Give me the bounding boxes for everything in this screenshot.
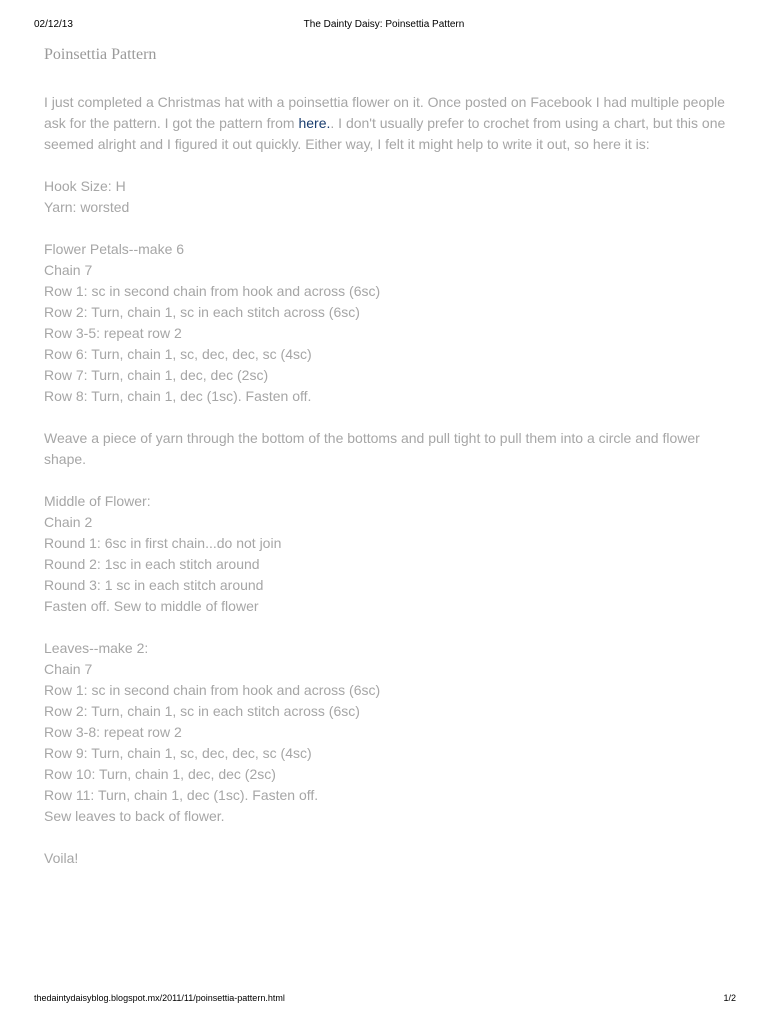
print-header [0,19,768,33]
petals-line: Row 6: Turn, chain 1, sc, dec, dec, sc (4sc) [44,346,312,362]
leaves-line: Sew leaves to back of flower. [44,808,225,824]
print-footer [0,993,768,1007]
intro-text-before-link: I just completed a Christmas hat with a poinsettia flower on it. Once posted on Facebook I had multiple people ask for the pattern. I got the pattern from [44,94,725,131]
petals-line: Row 7: Turn, chain 1, dec, dec (2sc) [44,367,269,383]
petals-line: Row 3-5: repeat row 2 [44,325,182,341]
middle-line: Round 3: 1 sc in each stitch around [44,577,264,593]
materials-section [44,176,744,218]
spacer [44,470,744,491]
leaves-line: Row 1: sc in second chain from hook and across (6sc) [44,682,381,698]
spacer [44,218,744,239]
leaves-line: Row 11: Turn, chain 1, dec (1sc). Fasten off. [44,787,319,803]
intro-paragraph [44,92,744,155]
page-number: 1/2 [723,993,736,1003]
middle-line: Round 2: 1sc in each stitch around [44,556,260,572]
petals-line: Row 2: Turn, chain 1, sc in each stitch across (6sc) [44,304,360,320]
spacer [44,827,744,848]
spacer [44,155,744,176]
spacer [44,617,744,638]
print-url: thedaintydaisyblog.blogspot.mx/2011/11/poinsettia-pattern.html [34,993,285,1003]
print-document-title: The Dainty Daisy: Poinsettia Pattern [303,19,465,30]
leaves-line: Row 2: Turn, chain 1, sc in each stitch across (6sc) [44,703,360,719]
leaves-line: Row 9: Turn, chain 1, sc, dec, dec, sc (4sc) [44,745,312,761]
post-title: Poinsettia Pattern [44,46,157,63]
pattern-source-link[interactable]: here. [298,115,331,131]
post-body [44,44,744,869]
middle-line: Chain 2 [44,514,93,530]
intro-text-after-link: . I don't usually prefer to crochet from using a chart, but this one seemed alright and I figured it out quickly. Either way, I felt it might help to write it out, so here it is: [44,115,726,152]
petals-line: Row 8: Turn, chain 1, dec (1sc). Fasten off. [44,388,312,404]
materials-line: Hook Size: H [44,178,126,194]
leaves-section [44,638,744,827]
spacer [44,407,744,428]
leaves-line: Chain 7 [44,661,93,677]
middle-line: Fasten off. Sew to middle of flower [44,598,259,614]
materials-line: Yarn: worsted [44,199,130,215]
middle-section [44,491,744,617]
petals-line: Chain 7 [44,262,93,278]
leaves-line: Leaves--make 2: [44,640,149,656]
petals-line: Row 1: sc in second chain from hook and across (6sc) [44,283,381,299]
closing-text: Voila! [44,850,79,866]
petals-line: Flower Petals--make 6 [44,241,185,257]
middle-line: Round 1: 6sc in first chain...do not join [44,535,282,551]
leaves-line: Row 10: Turn, chain 1, dec, dec (2sc) [44,766,276,782]
middle-line: Middle of Flower: [44,493,151,509]
leaves-line: Row 3-8: repeat row 2 [44,724,182,740]
petals-section [44,239,744,407]
weave-paragraph: Weave a piece of yarn through the bottom of the bottoms and pull tight to pull them into a circle and flower shape. [44,430,700,467]
print-date: 02/12/13 [34,19,73,30]
